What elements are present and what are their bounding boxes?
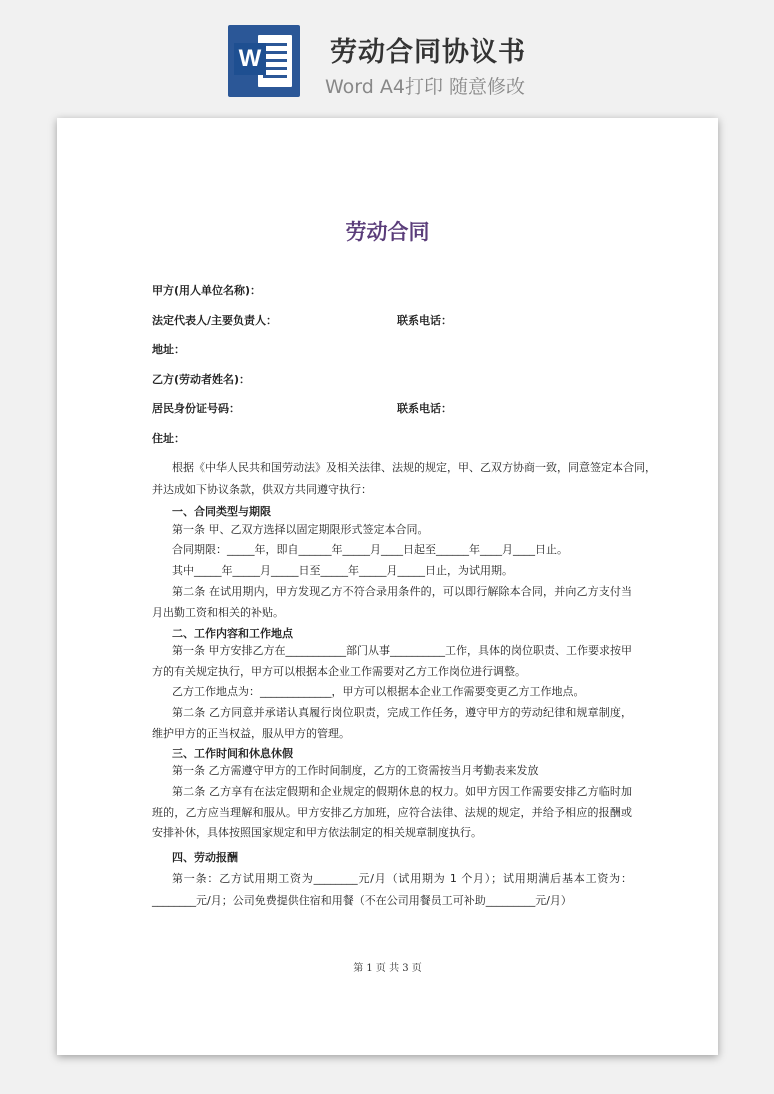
section-4-article-1: 第一条：乙方试用期工资为________元/月（试用期为 1 个月）；试用期满后基本工资为：________元/月；公司免费提供住宿和用餐（不在公司用餐员工可补助_________元/月） — [152, 872, 632, 907]
field-address: 地址： — [152, 343, 185, 356]
banner-title: 劳动合同协议书 — [330, 37, 526, 68]
field-phone-a: 联系电话： — [397, 314, 452, 327]
field-party-a: 甲方(用人单位名称)： — [152, 284, 262, 297]
section-2-title: 二、工作内容和工作地点 — [172, 627, 293, 640]
section-3-title: 三、工作时间和休息休假 — [172, 747, 293, 760]
section-2-article-2: 第二条 乙方同意并承诺认真履行岗位职责，完成工作任务，遵守甲方的劳动纪律和规章制度，维护甲方的正当权益，服从甲方的管理。 — [152, 706, 632, 740]
preamble-line1: 根据《中华人民共和国劳动法》及相关法律、法规的规定，甲、乙双方协商一致，同意签定本合同， — [172, 461, 656, 474]
word-icon — [228, 25, 300, 97]
field-party-b: 乙方(劳动者姓名)： — [152, 373, 251, 386]
banner-header — [0, 0, 774, 118]
word-letter: W — [234, 43, 266, 75]
field-id-number: 居民身份证号码： — [152, 402, 240, 415]
page-footer: 第 1 页 共 3 页 — [353, 963, 422, 974]
preamble-line2: 并达成如下协议条款，供双方共同遵守执行： — [152, 483, 372, 496]
document-title: 劳动合同 — [345, 220, 430, 244]
section-1-article-2: 第二条 在试用期内，甲方发现乙方不符合录用条件的，可以即行解除本合同，并向乙方支付当月出勤工资和相关的补贴。 — [152, 585, 632, 619]
section-3-article-2: 第二条 乙方享有在法定假期和企业规定的假期休息的权力。如甲方因工作需要安排乙方临时加班的，乙方应当理解和服从。甲方安排乙方加班，应符合法律、法规的规定，并给予相应的报酬或安排补休，具体按照国家规定和甲方依法制定的相关规章制度执行。 — [152, 785, 632, 839]
section-1-period: 合同期限：_____年，即自______年_____月____日起至______年____月____日止。 — [172, 543, 568, 556]
section-2-location: 乙方工作地点为：_____________，甲方可以根据本企业工作需要变更乙方工作地点。 — [172, 685, 585, 698]
field-phone-b: 联系电话： — [397, 402, 452, 415]
section-2-article-1: 第一条 甲方安排乙方在___________部门从事__________工作，具体的岗位职责、工作要求按甲方的有关规定执行，甲方可以根据本企业工作需要对乙方工作岗位进行调整。 — [152, 644, 632, 678]
section-3-article-1: 第一条 乙方需遵守甲方的工作时间制度，乙方的工资需按当月考勤表来发放 — [172, 764, 539, 777]
field-residence: 住址： — [152, 432, 185, 445]
document-page — [57, 118, 718, 1055]
section-1-title: 一、合同类型与期限 — [172, 505, 271, 518]
section-1-article-1: 第一条 甲、乙双方选择以固定期限形式签定本合同。 — [172, 523, 429, 536]
banner-subtitle: Word A4打印 随意修改 — [325, 76, 526, 98]
section-4-title: 四、劳动报酬 — [172, 851, 238, 864]
section-1-trial: 其中_____年_____月_____日至_____年_____月_____日止，为试用期。 — [172, 564, 513, 577]
field-legal-representative: 法定代表人/主要负责人： — [152, 314, 278, 327]
